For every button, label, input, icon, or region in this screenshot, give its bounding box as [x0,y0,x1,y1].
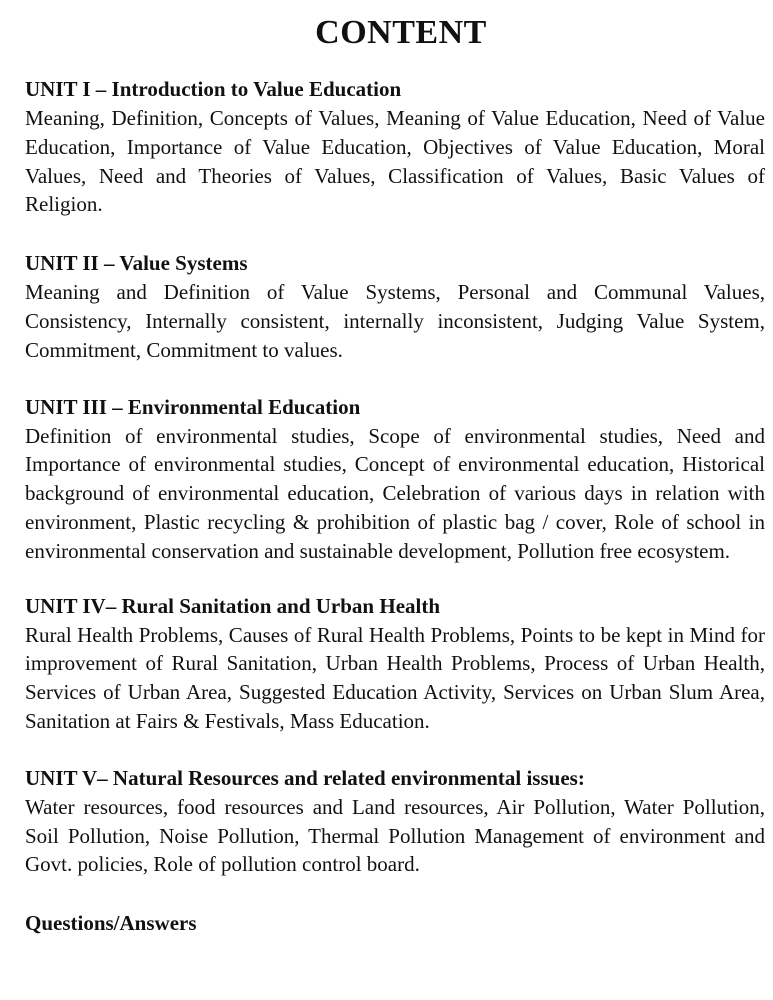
unit-1-heading: UNIT I – Introduction to Value Education [25,77,402,101]
unit-1-section [25,75,765,219]
unit-3-heading: UNIT III – Environmental Education [25,394,361,419]
unit-4-body: Rural Health Problems, Causes of Rural Health Problems, Points to be kept in Mind for improvement of Rural Sanitation, Urban Health Problems, Process of Urban Health, Services of Urban Area, Suggested Education Activity, Services on Urban Slum Area, Sanitation at Fairs & Festivals, Mass Education. [25,622,765,733]
unit-3-body: Definition of environmental studies, Scope of environmental studies, Need and Importance of environmental studies, Concept of environmental education, Historical background of environmental education, Celebration of various days in relation with environment, Plastic recycling & prohibition of plastic bag / cover, Role of school in environmental conservation and sustainable development, Pollution free ecosystem. [25,423,765,563]
document-page [25,0,765,959]
unit-3-section [25,393,765,566]
page-title: CONTENT [315,14,487,51]
unit-1-body: Meaning, Definition, Concepts of Values, Meaning of Value Education, Need of Value Education, Importance of Value Education, Objectives of Value Education, Moral Values, Need and Theories of Values, Classification of Values, Basic Values of Religion. [25,106,765,217]
unit-2-body: Meaning and Definition of Value Systems, Personal and Communal Values, Consistency, Internally consistent, internally inconsistent, Judging Value System, Commitment, Commitment to values. [25,280,765,362]
unit-5-heading: UNIT V– Natural Resources and related environmental issues: [25,765,585,790]
questions-answers-heading: Questions/Answers [25,911,197,936]
unit-4-section [25,592,765,736]
unit-2-heading: UNIT II – Value Systems [25,251,248,276]
unit-5-section [25,764,765,879]
unit-2-section [25,249,765,364]
unit-4-heading: UNIT IV– Rural Sanitation and Urban Health [25,593,441,618]
unit-5-body: Water resources, food resources and Land resources, Air Pollution, Water Pollution, Soil Pollution, Noise Pollution, Thermal Pollution Management of environment and Govt. policies, Role of pollution control board. [25,794,765,877]
